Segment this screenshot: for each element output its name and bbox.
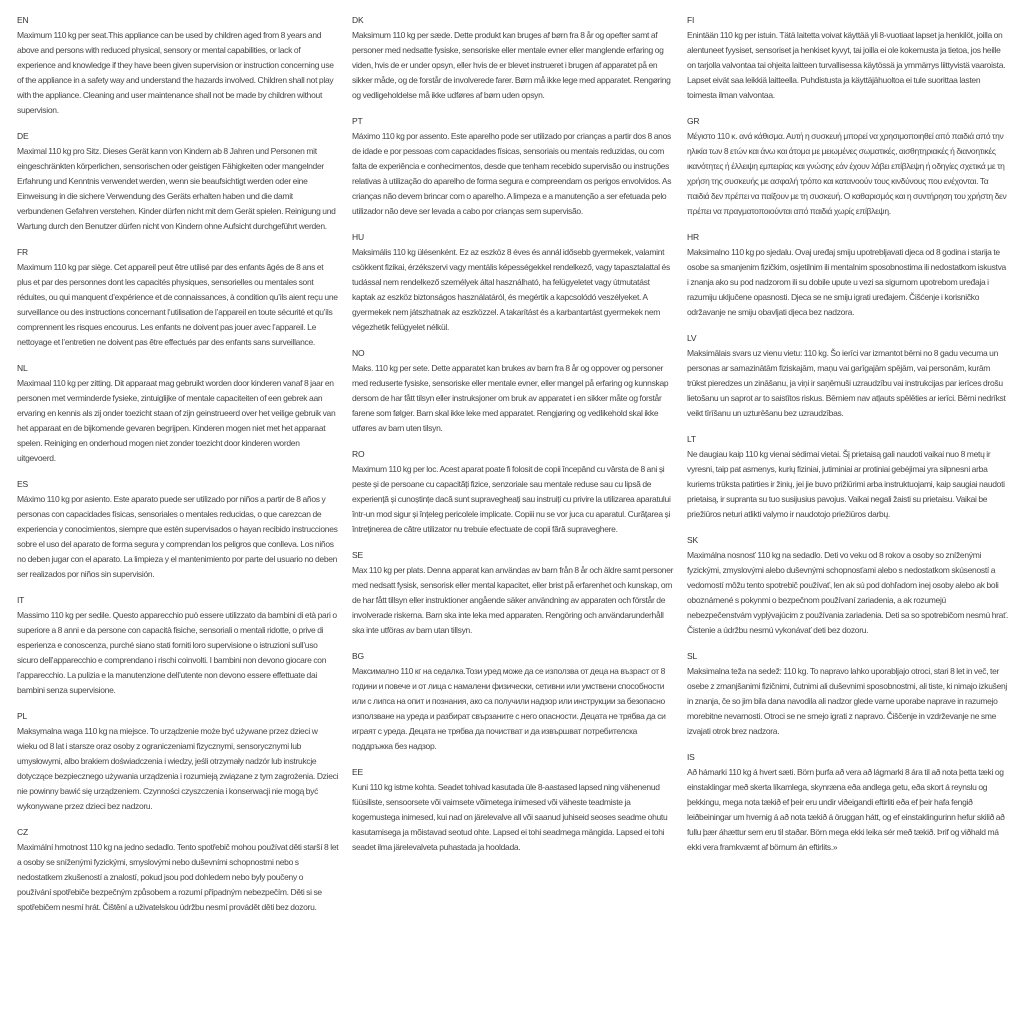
lang-section-ro — [352, 447, 674, 537]
safety-text-is: Að hámarki 110 kg á hvert sæti. Börn þurfa að vera að lágmarki 8 ára til að nota þetta tæki og einstaklingar með skerta líkamlega, skynræna eða andlega getu, eða skort á reynslu og þekkingu, mega nota tækið ef þeir eru undir viðeigandi eftirliti eða ef þeir hafa fengið leiðbeiningar um hvernig á að nota tækið á öruggan hátt, og ef einstaklingurinn hefur skilið að fullu þær áhættur sem eru til staðar. Börn mega ekki leika sér með tækið. Þrif og viðhald má ekki vera framkvæmt af börnum án eftirlits.» — [687, 767, 1005, 852]
safety-text-en: Maximum 110 kg per seat.This appliance can be used by children aged from 8 years and above and persons with reduced physical, sensory or mental capabilities, or lack of experience and knowledge if they have been given supervision or instruction concerning use of the appliance in a safety way and understand the hazards involved. Children shall not play with the appliance. Cleaning and user maintenance shall not be made by children without supervision. — [17, 30, 334, 115]
lang-section-sk — [687, 533, 1009, 638]
lang-section-de — [17, 129, 339, 234]
lang-code-pl: PL — [17, 711, 27, 721]
lang-section-pt — [352, 114, 674, 219]
lang-code-se: SE — [352, 550, 363, 560]
lang-code-fi: FI — [687, 15, 695, 25]
safety-text-ro: Maximum 110 kg per loc. Acest aparat poate fi folosit de copii începând cu vârsta de 8 ani și peste și de persoane cu capacități fizice, senzoriale sau mentale reduse sau cu lipsă de experiență și cunoștințe dacă sunt supravegheați sau instruiți cu privire la utilizarea aparatului într-un mod sigur și înțeleg pericolele implicate. Copiii nu se vor juca cu aparatul. Curățarea și întreținerea de către utilizator nu trebuie efectuate de copii fără supraveghere. — [352, 464, 671, 534]
lang-code-hr: HR — [687, 232, 699, 242]
safety-text-sk: Maximálna nosnosť 110 kg na sedadlo. Deti vo veku od 8 rokov a osoby so zníženými fyzickými, zmyslovými alebo duševnými schopnosťami alebo s nedostatkom skúseností a vedomostí môžu tento spotrebič používať, len ak sú pod dohľadom inej osoby alebo ak boli oboznámené s pokynmi o bezpečnom používaní zariadenia, a ak rozumejú nebezpečenstvám vyplývajúcim z používania zariadenia. Deti sa so spotrebičom nesmú hrať. Čistenie a údržbu nesmú vykonávať deti bez dozoru. — [687, 550, 1009, 635]
safety-text-pl: Maksymalna waga 110 kg na miejsce. To urządzenie może być używane przez dzieci w wieku od 8 lat i starsze oraz osoby z ograniczeniami fizycznymi, sensorycznymi lub umysłowymi, albo brakiem doświadczenia i wiedzy, jeśli otrzymały nadzór lub instrukcje dotyczące bezpiecznego używania urządzenia i rozumieją związane z tym zagrożenia. Dzieci nie powinny bawić się urządzeniem. Czynności czyszczenia i konserwacji nie mogą być wykonywane przez dzieci bez nadzoru. — [17, 726, 339, 811]
lang-section-lv — [687, 331, 1009, 421]
lang-section-it — [17, 593, 339, 698]
lang-section-dk — [352, 13, 674, 103]
safety-text-hu: Maksimális 110 kg ülésenként. Ez az eszköz 8 éves és annál idősebb gyermekek, valamint csökkent fizikai, érzékszervi vagy mentális képességekkel rendelkező, vagy tapasztalattal és tudással nem rendelkező személyek által használható, ha felügyeletet vagy útmutatást kaptak az eszköz biztonságos használatáról, és megértik a kapcsolódó veszélyeket. A gyermekek nem játszhatnak az eszközzel. A takarítást és a karbantartást gyermekek nem végezhetik felügyelet nélkül. — [352, 247, 670, 332]
safety-text-gr: Μέγιστο 110 κ. ανά κάθισμα. Αυτή η συσκευή μπορεί να χρησιμοποιηθεί από παιδιά από την ηλικία των 8 ετών και άνω και άτομα με μειωμένες σωματικές, αισθητηριακές ή διανοητικές ικανότητες ή έλλειψη εμπειρίας και γνώσης εάν έχουν λάβει επίβλεψη ή οδηγίες σχετικά με τη χρήση της συσκευής με ασφαλή τρόπο και κατανοούν τους κινδύνους που ενέχονται. Τα παιδιά δεν πρέπει να παίξουν με τη συσκευή. Ο καθαρισμός και η συντήρηση του χρήστη δεν πρέπει να πραγματοποιούνται από παιδιά χωρίς επίβλεψη. — [687, 131, 1007, 216]
lang-section-es — [17, 477, 339, 582]
safety-text-lv: Maksimālais svars uz vienu vietu: 110 kg. Šo ierīci var izmantot bērni no 8 gadu vecuma un personas ar samazinātām fiziskajām, maņu vai garīgajām spējām, vai personām, kurām trūkst pieredzes un zināšanu, ja viņi ir saņēmuši uzraudzību vai instrukcijas par ierīces drošu lietošanu un saprot ar to saistītos riskus. Bērniem nav atļauts spēlēties ar ierīci. Bērni nedrīkst veikt tīrīšanu un uzturēšanu bez uzraudzības. — [687, 348, 1006, 418]
safety-text-dk: Maksimum 110 kg per sæde. Dette produkt kan bruges af børn fra 8 år og opefter samt af personer med nedsatte fysiske, sensoriske eller mentale evner eller manglende erfaring og viden, hvis de er under opsyn, eller hvis de er blevet instrueret i brugen af apparatet på en sikker måde, og de forstår de involverede farer. Børn må ikke lege med apparatet. Rengøring og vedligeholdelse må ikke udføres af børn uden opsyn. — [352, 30, 671, 100]
lang-code-is: IS — [687, 752, 695, 762]
lang-code-ee: EE — [352, 767, 363, 777]
lang-code-bg: BG — [352, 651, 364, 661]
column-1 — [17, 13, 339, 926]
safety-text-hr: Maksimalno 110 kg po sjedalu. Ovaj uređaj smiju upotrebljavati djeca od 8 godina i starija te osobe sa smanjenim fizičkim, osjetilnim ili mentalnim sposobnostima ili nedostatkom iskustva i znanja ako su pod nadzorom ili su dobile upute u vezi sa sigurnom upotrebom uređaja i razumiju uključene opasnosti. Djeca se ne smiju igrati uređajem. Čišćenje i korisničko održavanje ne smiju obavljati djeca bez nadzora. — [687, 247, 1006, 317]
lang-section-en — [17, 13, 339, 118]
safety-text-sl: Maksimalna teža na sedež: 110 kg. To napravo lahko uporabljajo otroci, stari 8 let in več, ter osebe z zmanjšanimi fizičnimi, čutnimi ali duševnimi sposobnostmi, ali tiste, ki nimajo izkušenj in znanja, če so jim bila dana navodila ali nadzor glede varne uporabe naprave in razumejo morebitne nevarnosti. Otroci se ne smejo igrati z napravo. Čiščenje in vzdrževanje ne sme izvajati otrok brez nadzora. — [687, 666, 1008, 736]
lang-code-lt: LT — [687, 434, 696, 444]
lang-code-dk: DK — [352, 15, 364, 25]
safety-text-it: Massimo 110 kg per sedile. Questo apparecchio può essere utilizzato da bambini di età pari o superiore a 8 anni e da persone con capacità fisiche, sensoriali o mentali ridotte, o prive di esperienza e conoscenza, purché siano stati forniti loro supervisione o istruzioni sull’uso sicuro dell’apparecchio e comprendano i rischi coinvolti. I bambini non devono giocare con l’apparecchio. La pulizia e la manutenzione dell’utente non devono essere effettuate dai bambini senza supervisione. — [17, 610, 337, 695]
lang-section-no — [352, 346, 674, 436]
lang-code-fr: FR — [17, 247, 28, 257]
lang-code-pt: PT — [352, 116, 363, 126]
lang-code-de: DE — [17, 131, 29, 141]
lang-section-nl — [17, 361, 339, 466]
lang-section-gr — [687, 114, 1009, 219]
safety-text-se: Max 110 kg per plats. Denna apparat kan användas av barn från 8 år och äldre samt personer med nedsatt fysisk, sensorisk eller mental kapacitet, eller brist på erfarenhet och kunskap, om de har fått tillsyn eller instruktioner angående säker användning av apparaten och förstår de involverade riskerna. Barn ska inte leka med apparaten. Rengöring och användarunderhåll ska inte utföras av barn utan tillsyn. — [352, 565, 674, 635]
lang-code-hu: HU — [352, 232, 364, 242]
lang-code-lv: LV — [687, 333, 697, 343]
safety-text-pt: Máximo 110 kg por assento. Este aparelho pode ser utilizado por crianças a partir dos 8 anos de idade e por pessoas com capacidades físicas, sensoriais ou mentais reduzidas, ou com falta de experiência e conhecimentos, desde que tenham recebido supervisão ou instruções relativas à utilização do aparelho de forma segura e compreendam os perigos envolvidos. As crianças não devem brincar com o aparelho. A limpeza e a manutenção a ser efetuada pelo utilizador não deve ser levada a cabo por crianças sem supervisão. — [352, 131, 672, 216]
lang-section-fr — [17, 245, 339, 350]
safety-text-fi: Enintään 110 kg per istuin. Tätä laitetta voivat käyttää yli 8-vuotiaat lapset ja henkilöt, joilla on alentuneet fyysiset, sensoriset ja henkiset kyvyt, tai joilla ei ole kokemusta ja tietoa, jos heille on tarjolla valvontaa tai ohjeita laitteen turvallisessa käytössä ja ymmärrys liittyvistä vaaroista. Lapset eivät saa leikkiä laitteella. Puhdistusta ja käyttäjähuoltoa ei tule suorittaa lasten toimesta ilman valvontaa. — [687, 30, 1006, 100]
safety-text-cz: Maximální hmotnost 110 kg na jedno sedadlo. Tento spotřebič mohou používat děti starší 8 let a osoby se sníženými fyzickými, smyslovými nebo duševními schopnostmi nebo s nedostatkem zkušeností a znalostí, pokud jsou pod dohledem nebo byly poučeny o používání spotřebiče bezpečným způsobem a rozumí případným nebezpečím. Děti si se spotřebičem nesmí hrát. Čištění a uživatelskou údržbu nesmí provádět děti bez dozoru. — [17, 842, 339, 912]
safety-text-fr: Maximum 110 kg par siège. Cet appareil peut être utilisé par des enfants âgés de 8 ans et plus et par des personnes dont les capacités physiques, sensorielles ou mentales sont réduites, ou qui manquent d’expérience et de connaissances, à condition qu’ils aient reçu une surveillance ou des instructions concernant l’utilisation de l’appareil en toute sécurité et qu’ils comprennent les risques encourus. Les enfants ne doivent pas jouer avec l’appareil. Le nettoyage et l’entretien ne doivent pas être effectués par des enfants sans surveillance. — [17, 262, 338, 347]
safety-text-de: Maximal 110 kg pro Sitz. Dieses Gerät kann von Kindern ab 8 Jahren und Personen mit eingeschränkten körperlichen, sensorischen oder geistigen Fähigkeiten oder mangelnder Erfahrung und Kenntnis verwendet werden, wenn sie beaufsichtigt werden oder eine Einweisung in die sichere Verwendung des Geräts erhalten haben und die damit verbundenen Gefahren verstehen. Kinder dürfen nicht mit dem Gerät spielen. Reinigung und Wartung durch den Benutzer dürfen nicht von Kindern ohne Aufsicht durchgeführt werden. — [17, 146, 336, 231]
lang-section-is — [687, 750, 1009, 855]
lang-section-fi — [687, 13, 1009, 103]
safety-text-bg: Максимално 110 кг на седалка.Този уред може да се използва от деца на възраст от 8 години и повече и от лица с намалени физически, сетивни или умствени способности или с липса на опит и познания, ако са получили надзор или инструкции за безопасно използване на уреда и разбират свързаните с него опасности. Децата не трябва да си играят с уреда. Децата не трябва да почистват и да извършват потребителска поддръжка без надзор. — [352, 666, 666, 751]
lang-code-no: NO — [352, 348, 365, 358]
lang-section-lt — [687, 432, 1009, 522]
lang-section-pl — [17, 709, 339, 814]
lang-code-nl: NL — [17, 363, 28, 373]
lang-section-cz — [17, 825, 339, 915]
safety-text-ee: Kuni 110 kg istme kohta. Seadet tohivad kasutada üle 8-aastased lapsed ning vähenenud füüsiliste, sensoorsete või vaimsete võimetega inimesed või väheste teadmiste ja kogemustega inimesed, kui nad on järelevalve all või saanud juhiseid seoses seadme ohutu kasutamisega ja mõistavad seotud ohte. Lapsed ei tohi seadmega mängida. Lapsed ei tohi seadet ilma järelevalveta puhastada ja hooldada. — [352, 782, 668, 852]
safety-text-no: Maks. 110 kg per sete. Dette apparatet kan brukes av barn fra 8 år og oppover og personer med reduserte fysiske, sensoriske eller mentale evner, eller mangel på erfaring og kunnskap dersom de har fått tilsyn eller instruksjoner om bruk av apparatet i en sikker måte og forstår farene som følger. Barn skal ikke leke med apparatet. Rengjøring og vedlikehold skal ikke utføres av barn uten tilsyn. — [352, 363, 669, 433]
safety-text-lt: Ne daugiau kaip 110 kg vienai sėdimai vietai. Šį prietaisą gali naudoti vaikai nuo 8 metų ir vyresni, taip pat asmenys, kurių fiziniai, jutiminiai ar protiniai gebėjimai yra silpnesni arba kuriems trūksta patirties ir žinių, jei jie buvo prižiūrimi arba instruktuojami, kaip saugiai naudoti prietaisą, ir supranta su tuo susijusius pavojus. Vaikai negali žaisti su prietaisu. Vaikai be priežiūros neturi atlikti valymo ir naudotojo priežiūros darbų. — [687, 449, 1005, 519]
lang-code-es: ES — [17, 479, 28, 489]
lang-section-bg — [352, 649, 674, 754]
lang-section-sl — [687, 649, 1009, 739]
lang-code-gr: GR — [687, 116, 700, 126]
safety-text-nl: Maximaal 110 kg per zitting. Dit apparaat mag gebruikt worden door kinderen vanaf 8 jaar en personen met verminderde fysieke, zintuiglijke of mentale capaciteiten of een gebrek aan ervaring en kennis als zij onder toezicht staan of zijn geinstrueerd over het veilige gebruik van het apparaat en de bijkomende gevaren begrijpen. Kinderen mogen niet met het apparaat spelen. Reiniging en onderhoud mogen niet zonder toezicht door kinderen worden uitgevoerd. — [17, 378, 336, 463]
lang-section-hr — [687, 230, 1009, 320]
lang-code-ro: RO — [352, 449, 365, 459]
lang-section-se — [352, 548, 674, 638]
lang-code-cz: CZ — [17, 827, 28, 837]
lang-section-hu — [352, 230, 674, 335]
lang-section-ee — [352, 765, 674, 855]
lang-code-sl: SL — [687, 651, 697, 661]
column-2 — [352, 13, 674, 926]
lang-code-sk: SK — [687, 535, 698, 545]
safety-text-es: Máximo 110 kg por asiento. Este aparato puede ser utilizado por niños a partir de 8 años y personas con capacidades físicas, sensoriales o mentales reducidas, o que carezcan de experiencia y conocimientos, siempre que estén supervisados o hayan recibido instrucciones sobre el uso del aparato de forma segura y comprendan los peligros que conlleva. Los niños no deben jugar con el aparato. La limpieza y el mantenimiento por parte del usuario no deben ser realizados por niños sin supervisión. — [17, 494, 338, 579]
lang-code-it: IT — [17, 595, 25, 605]
lang-code-en: EN — [17, 15, 29, 25]
column-3 — [687, 13, 1009, 926]
